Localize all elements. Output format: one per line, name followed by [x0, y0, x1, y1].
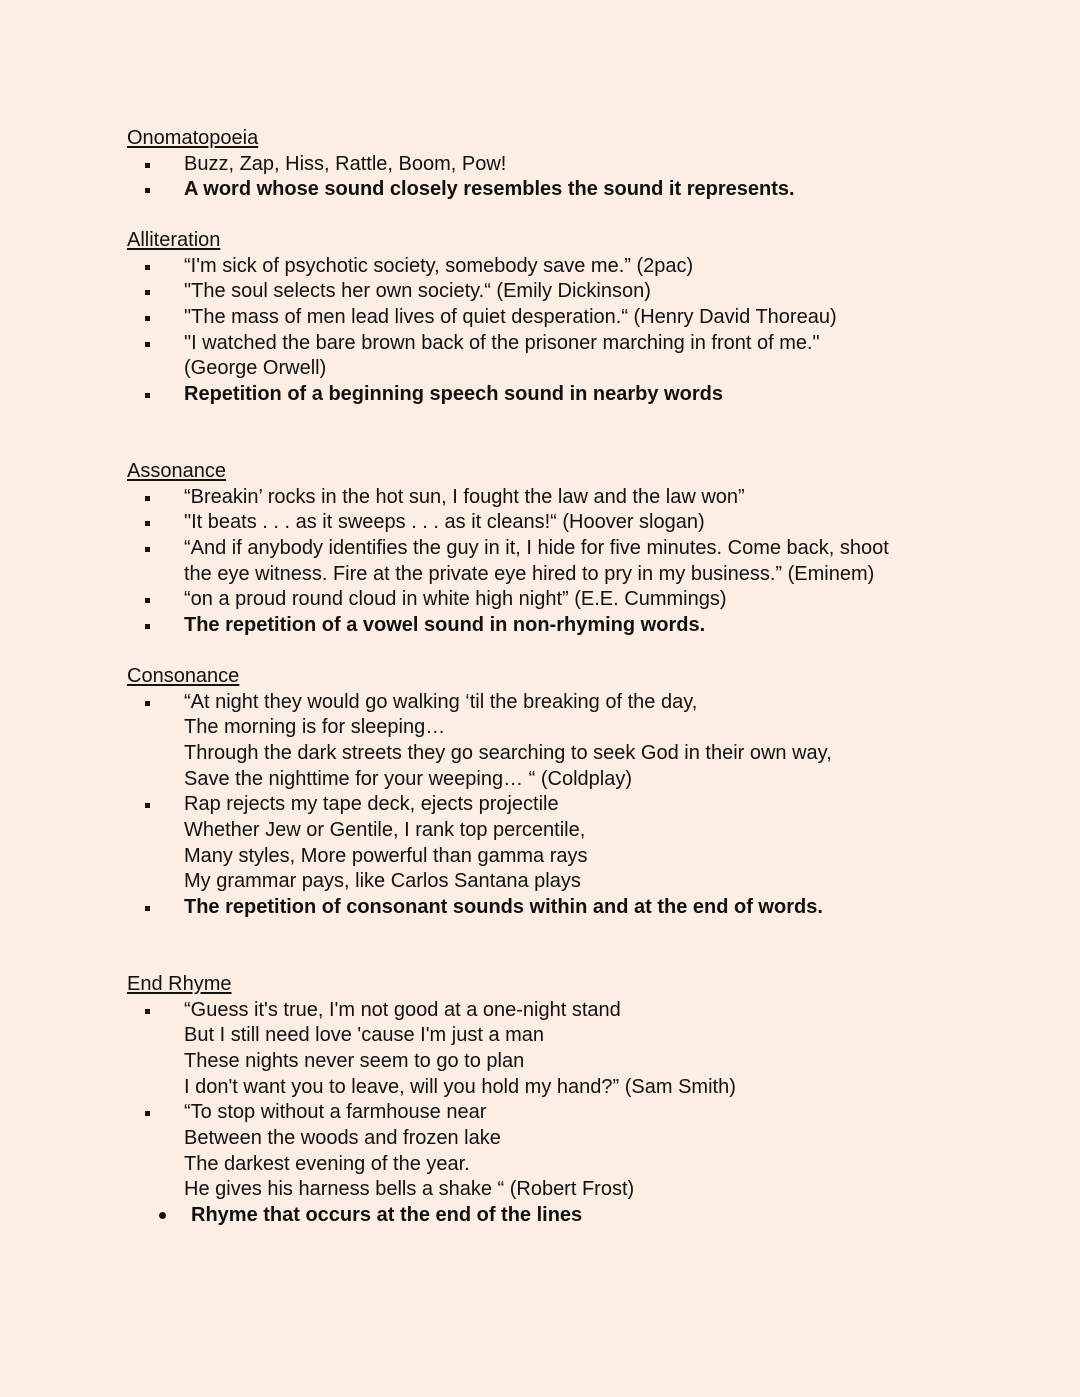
list-item: “I'm sick of psychotic society, somebody save me.” (2pac): [127, 254, 1027, 280]
section-heading: Alliteration: [127, 229, 221, 251]
square-bullet-icon: [145, 496, 150, 501]
list-item: Buzz, Zap, Hiss, Rattle, Boom, Pow!: [127, 152, 1027, 178]
definition-item: The repetition of a vowel sound in non-rhyming words.: [127, 613, 1027, 639]
list-item: “At night they would go walking ‘til the breaking of the day, The morning is for sleeping… Through the dark streets they go searching to seek God in their own way, Save the nighttime for your weeping… “ (Coldplay): [127, 690, 1027, 793]
square-bullet-icon: [145, 547, 150, 552]
square-bullet-icon: [145, 188, 150, 193]
section-alliteration: [127, 228, 1027, 408]
list-item: "The soul selects her own society.“ (Emily Dickinson): [127, 279, 1027, 305]
section-heading: End Rhyme: [127, 973, 232, 995]
list-item: Rap rejects my tape deck, ejects projectile Whether Jew or Gentile, I rank top percentile, Many styles, More powerful than gamma rays My grammar pays, like Carlos Santana plays: [127, 792, 1027, 895]
square-bullet-icon: [145, 393, 150, 398]
list-item: “Breakin’ rocks in the hot sun, I fought the law and the law won”: [127, 485, 1027, 511]
section-heading: Assonance: [127, 460, 226, 482]
definition-item: A word whose sound closely resembles the sound it represents.: [127, 177, 1027, 203]
list-item: “To stop without a farmhouse near Between the woods and frozen lake The darkest evening of the year. He gives his harness bells a shake “ (Robert Frost): [127, 1100, 1027, 1203]
square-bullet-icon: [145, 163, 150, 168]
definition-item: Rhyme that occurs at the end of the lines: [127, 1203, 1027, 1229]
section-consonance: [127, 664, 1027, 921]
square-bullet-icon: [145, 290, 150, 295]
list-item: "I watched the bare brown back of the prisoner marching in front of me." (George Orwell): [127, 331, 1027, 382]
list-item: “Guess it's true, I'm not good at a one-night stand But I still need love 'cause I'm just a man These nights never seem to go to plan I don't want you to leave, will you hold my hand?” (Sam Smith): [127, 998, 1027, 1101]
square-bullet-icon: [145, 265, 150, 270]
list-item: "It beats . . . as it sweeps . . . as it cleans!“ (Hoover slogan): [127, 510, 1027, 536]
list-item: “on a proud round cloud in white high night” (E.E. Cummings): [127, 587, 1027, 613]
round-bullet-icon: [159, 1212, 166, 1219]
square-bullet-icon: [145, 701, 150, 706]
square-bullet-icon: [145, 316, 150, 321]
list-item: "The mass of men lead lives of quiet desperation.“ (Henry David Thoreau): [127, 305, 1027, 331]
square-bullet-icon: [145, 1009, 150, 1014]
list-item: “And if anybody identifies the guy in it, I hide for five minutes. Come back, shoot the eye witness. Fire at the private eye hired to pry in my business.” (Eminem): [127, 536, 1027, 587]
square-bullet-icon: [145, 803, 150, 808]
definition-item: The repetition of consonant sounds within and at the end of words.: [127, 895, 1027, 921]
square-bullet-icon: [145, 624, 150, 629]
square-bullet-icon: [145, 598, 150, 603]
square-bullet-icon: [145, 342, 150, 347]
square-bullet-icon: [145, 906, 150, 911]
section-assonance: [127, 459, 1027, 639]
definition-item: Repetition of a beginning speech sound in nearby words: [127, 382, 1027, 408]
square-bullet-icon: [145, 521, 150, 526]
section-heading: Onomatopoeia: [127, 127, 259, 149]
section-end-rhyme: [127, 972, 1027, 1229]
square-bullet-icon: [145, 1111, 150, 1116]
section-heading: Consonance: [127, 665, 240, 687]
section-onomatopoeia: [127, 126, 1027, 203]
